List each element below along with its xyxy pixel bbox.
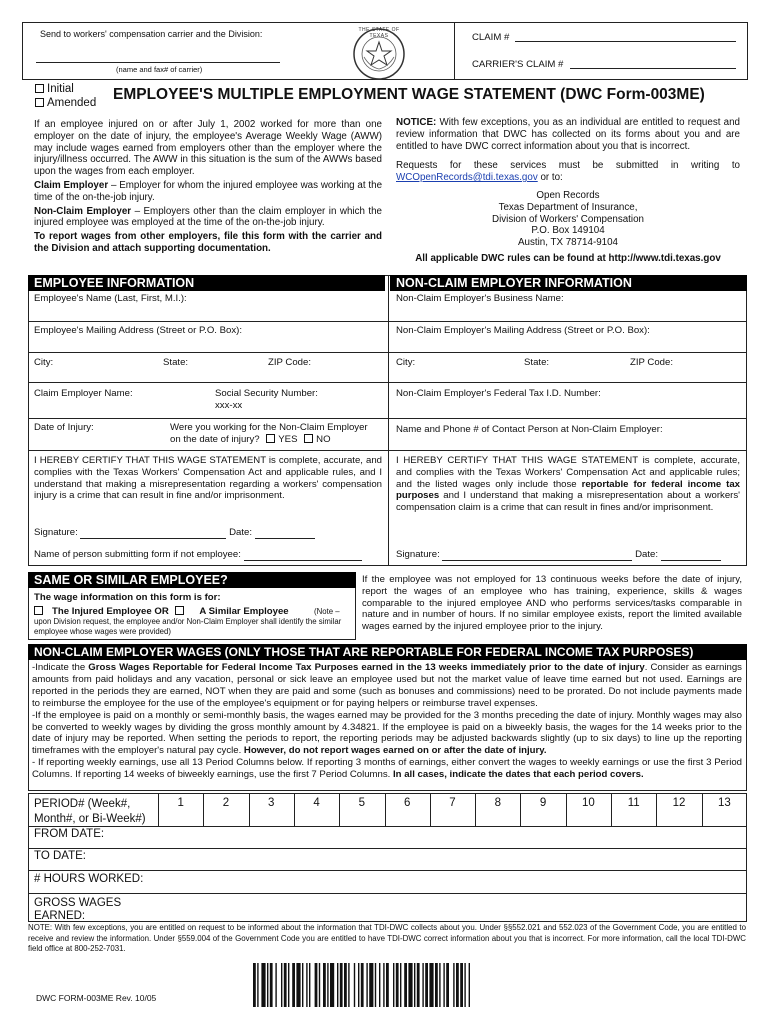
non-claim-date-field[interactable]: [661, 560, 721, 561]
table-row-line: [28, 870, 747, 871]
period-number-8: 8: [494, 797, 501, 809]
barcode-bar: [270, 963, 273, 1007]
employee-date-label: Date:: [229, 527, 253, 538]
yes-checkbox[interactable]: [266, 434, 275, 443]
employee-name-field[interactable]: Employee's Name (Last, First, M.I.):: [34, 293, 187, 304]
wages-p2-a: -If the employee is paid on a monthly or semi-monthly basis, the wages earned may be provided for the 3 months preceding the date of injury. Monthly wages may also be converted to weekly wages by dividing the gross monthly amount by 4.34821. If the employee is paid on a biweekly basis, the wages for the 14 weeks prior to the date of injury may be reported. When setting the periods to report, the reporting periods may be adjusted backwards slightly (up to six days) to line up the reporting timeframes with the employer's natural pay cycle.: [32, 709, 742, 757]
barcode-bar: [323, 963, 326, 1007]
period-number-11: 11: [627, 797, 640, 809]
barcode-bar: [435, 963, 438, 1007]
employee-date-field[interactable]: [255, 538, 315, 539]
barcode-bar: [429, 963, 433, 1007]
non-claim-signature-label: Signature:: [396, 549, 440, 560]
barcode-bar: [253, 963, 256, 1007]
non-claim-definition: [34, 206, 382, 230]
barcode-bar: [267, 963, 268, 1007]
initial-option[interactable]: [35, 83, 74, 97]
row-line: [28, 321, 747, 322]
yes-label: YES: [278, 434, 298, 445]
row-line: [28, 382, 747, 383]
employee-certification: I HEREBY CERTIFY THAT THIS WAGE STATEMENT is complete, accurate, and complies with the Texas Workers' Compensation Act and applicable rules, and I understand that making a misrepresentation regarding a workers' compensation injury is a crime that can result in fine and/or imprisonment.: [34, 455, 382, 502]
employee-signature-row: [34, 527, 315, 539]
non-claim-term: Non-Claim Employer: [34, 205, 132, 217]
requests-text: Requests for these services must be submitted in writing to: [396, 160, 740, 172]
barcode-bar: [261, 963, 265, 1007]
barcode-bar: [375, 963, 376, 1007]
barcode-bar: [348, 963, 349, 1007]
barcode-bar: [315, 963, 318, 1007]
barcode-bar: [369, 963, 373, 1007]
similar-note: (Note – upon Division request, the employee and/or Non-Claim Employer shall identify the similar employee whose wages were provided): [34, 607, 342, 636]
non-claim-address-field[interactable]: Non-Claim Employer's Mailing Address (Street or P.O. Box):: [396, 325, 650, 336]
period-number-12: 12: [672, 797, 686, 809]
barcode-bar: [306, 963, 307, 1007]
barcode-bar: [439, 963, 440, 1007]
table-row-line: [28, 893, 747, 894]
notice-text: [396, 117, 740, 152]
non-claim-signature-row: [396, 549, 721, 561]
non-claim-city-field[interactable]: City:: [396, 357, 416, 368]
notice-label: NOTICE:: [396, 117, 437, 128]
non-claim-cert-a: I HEREBY CERTIFY THAT THIS WAGE STATEMENT is complete, accurate, and complies with the Texas Workers' Compensation Act and applicable rules; and the listed wages only include those: [396, 455, 740, 490]
claim-label: CLAIM #: [472, 32, 510, 43]
form-id: DWC FORM-003ME Rev. 10/05: [36, 993, 157, 1003]
email-line: [396, 172, 740, 184]
claim-number-field[interactable]: [515, 41, 736, 42]
non-claim-tax-id-field[interactable]: Non-Claim Employer's Federal Tax I.D. Number:: [396, 388, 601, 399]
non-claim-cert-bold: reportable for federal income tax purposes: [396, 478, 741, 502]
barcode-bar: [386, 963, 389, 1007]
date-of-injury-field[interactable]: Date of Injury:: [34, 422, 94, 433]
wages-para-2: [32, 710, 742, 758]
barcode-bar: [275, 963, 276, 1007]
wages-instructions: [32, 662, 742, 781]
barcode-bar: [344, 963, 347, 1007]
period-number-9: 9: [539, 797, 547, 809]
amended-checkbox[interactable]: [35, 98, 44, 107]
carriers-claim-field[interactable]: [570, 68, 736, 69]
barcode-bar: [319, 963, 320, 1007]
period-number-5: 5: [358, 797, 366, 809]
info-center-divider: [388, 275, 389, 566]
wages-heading: NON-CLAIM EMPLOYER WAGES (ONLY THOSE THAT ARE REPORTABLE FOR FEDERAL INCOME TAX PURPOSES): [28, 644, 747, 660]
send-to-label: Send to workers' compensation carrier and the Division:: [40, 29, 263, 39]
barcode-bar: [330, 963, 334, 1007]
row-line: [28, 418, 747, 419]
barcode-bar: [288, 963, 289, 1007]
barcode-bar: [383, 963, 384, 1007]
non-claim-info-heading: NON-CLAIM EMPLOYER INFORMATION: [390, 275, 747, 291]
similar-explanation: If the employee was not employed for 13 continuous weeks before the date of injury, report the wages of an employee who has training, experience, skills & wages comparable to the injured employee AND who performs services/tasks comparable in nature and in number of hours. If no similar employee exists, report the limited available wages earned by the injured employee prior to the injury.: [362, 574, 742, 633]
wages-p3-bold: In all cases, indicate the dates that each period covers.: [393, 769, 644, 781]
period-number-6: 6: [403, 797, 411, 809]
filing-instruction: To report wages from other employers, file this form with the carrier and the Division and attach supporting documentation.: [34, 231, 382, 254]
amended-option[interactable]: [35, 97, 96, 111]
employee-signature-label: Signature:: [34, 527, 78, 538]
barcode: [253, 963, 543, 1007]
to-date-label: TO DATE:: [34, 850, 86, 862]
intro-paragraph: If an employee injured on or after July 1, 2002 worked for more than one employer on the date of injury, the employee's Average Weekly Wage (AWW) may include wages earned from employers other than the employer where the injury/illness occurred. The AWW in this situation is the sum of the AWWs based upon the wages from each employer.: [34, 119, 382, 178]
similar-employee-label: A Similar Employee: [199, 606, 289, 617]
carriers-claim-label: CARRIER'S CLAIM #: [472, 59, 564, 70]
table-row-line: [28, 848, 747, 849]
period-number-13: 13: [717, 797, 731, 809]
wages-para-1: [32, 662, 742, 710]
page-title: EMPLOYEE'S MULTIPLE EMPLOYMENT WAGE STATEMENT (DWC Form-003ME): [113, 86, 705, 103]
period-label: PERIOD# (Week#, Month#, or Bi-Week#): [34, 798, 146, 825]
carrier-caption: (name and fax# of carrier): [116, 65, 203, 74]
submitter-label: Name of person submitting form if not employee:: [34, 549, 241, 560]
ssn-label: Social Security Number:: [215, 388, 318, 399]
employee-zip-field[interactable]: ZIP Code:: [268, 357, 312, 368]
non-claim-date-label: Date:: [635, 549, 659, 560]
working-question-line2: [170, 434, 331, 446]
period-number-2: 2: [222, 797, 230, 809]
wages-p1-a: -Indicate the: [32, 662, 89, 673]
wages-p3-a: - If reporting weekly earnings, use all 13 Period Columns below. If reporting 3 months of earnings, either convert the wages to weekly earnings or use the first 3 Period Columns. If reporting 14 weeks of biweekly earnings, use the first 7 Period Columns.: [32, 757, 742, 781]
address-line-1: Open Records: [536, 189, 600, 201]
barcode-bar: [296, 963, 300, 1007]
non-claim-business-name-field[interactable]: Non-Claim Employer's Business Name:: [396, 293, 564, 304]
employee-state-field[interactable]: State:: [163, 357, 189, 368]
claim-employer-term: Claim Employer: [34, 179, 109, 191]
notice-body: With few exceptions, you as an individual are entitled to request and review information that DWC has collected on its forms about you and are entitled to have DWC correct information about you that is incorrect.: [396, 117, 740, 152]
ssn-value[interactable]: xxx-xx: [215, 400, 243, 411]
barcode-bar: [404, 963, 407, 1007]
submitter-field[interactable]: [244, 560, 362, 561]
claim-employer-definition: [34, 180, 382, 204]
barcode-bar: [281, 963, 282, 1007]
barcode-bar: [396, 963, 399, 1007]
barcode-bar: [379, 963, 380, 1007]
non-claim-zip-field[interactable]: ZIP Code:: [630, 357, 674, 368]
table-row-line: [28, 826, 747, 827]
non-claim-signature-field[interactable]: [442, 560, 632, 561]
wages-p2-bold: However, do not report wages earned on or after the date of injury.: [243, 745, 547, 757]
barcode-bar: [284, 963, 287, 1007]
amended-label: Amended: [47, 97, 97, 109]
wages-p1-b: . Consider as earnings amounts from paid holidays and any vacation, personal or sick leave an employee used but not the market value of leave time earned but not used. Earnings are reported in the periods they are earned, NOT when they are paid and some (such as bonuses and commissions) need to be prorated. Do not include payments made to reimburse the employee for the use of the employee's equipment or for paying helpers or reimburse travel expenses.: [32, 662, 742, 709]
privacy-note: NOTE: With few exceptions, you are entitled on request to be informed about the information that TDI-DWC collects about you. Under §§552.021 and 552.023 of the Government Code, you are entitled to receive and review the information. Under §559.004 of the Government Code you are entitled to have TDI-DWC correct information about you that is incorrect. For more information, call the local TDI-DWC field office at 800-252-7031.: [28, 923, 746, 954]
claim-employer-def: – Employer for whom the injured employee was working at the time of the on-the-job injury.: [34, 179, 383, 203]
barcode-bar: [469, 963, 470, 1007]
gross-wages-label: GROSS WAGES EARNED:: [34, 897, 122, 922]
barcode-bar: [302, 963, 303, 1007]
non-claim-def: – Employers other than the claim employer in which the injured employee was employed at the time of the on-the-job injury.: [34, 205, 383, 229]
address-line-5: Austin, TX 78714-9104: [517, 237, 619, 249]
barcode-bar: [361, 963, 364, 1007]
barcode-bar: [309, 963, 310, 1007]
barcode-bar: [337, 963, 338, 1007]
claim-employer-name-field[interactable]: Claim Employer Name:: [34, 388, 133, 399]
wages-para-3: [32, 757, 742, 781]
working-question: Were you working for the Non-Claim Employer: [170, 422, 368, 433]
submitter-row: [34, 549, 362, 561]
intro-text: [34, 119, 382, 255]
barcode-bar: [417, 963, 420, 1007]
wages-p1-bold: Gross Wages Reportable for Federal Income Tax Purposes earned in the 13 weeks immediately prior to the date of injury: [88, 662, 645, 673]
no-label: NO: [316, 434, 331, 445]
initial-label: Initial: [47, 83, 74, 95]
from-date-label: FROM DATE:: [34, 828, 105, 840]
barcode-bar: [453, 963, 454, 1007]
open-records-email-link[interactable]: WCOpenRecords@tdi.texas.gov: [396, 172, 538, 184]
barcode-bar: [422, 963, 423, 1007]
non-claim-state-field[interactable]: State:: [524, 357, 550, 368]
period-number-3: 3: [268, 797, 275, 809]
barcode-bar: [340, 963, 343, 1007]
address-line-4: P.O. Box 149104: [531, 225, 605, 237]
wage-for-label: The wage information on this form is for:: [34, 592, 221, 603]
employee-address-field[interactable]: Employee's Mailing Address (Street or P.O. Box):: [34, 325, 243, 336]
barcode-bar: [460, 963, 463, 1007]
mailing-address: [396, 190, 740, 249]
period-number-10: 10: [582, 797, 595, 809]
same-similar-heading: SAME OR SIMILAR EMPLOYEE?: [28, 572, 356, 588]
barcode-bar: [257, 963, 258, 1007]
non-claim-cert-b: and I understand that making a misrepresentation about a workers' compensation claim is a crime that can result in fines and/or imprisonment.: [396, 490, 740, 514]
address-line-2: Texas Department of Insurance,: [498, 201, 638, 213]
barcode-bar: [327, 963, 328, 1007]
hours-worked-label: # HOURS WORKED:: [34, 873, 144, 885]
period-number-7: 7: [449, 797, 456, 809]
barcode-bar: [456, 963, 459, 1007]
working-question-text: on the date of injury?: [170, 434, 260, 445]
barcode-bar: [443, 963, 444, 1007]
employee-info-heading: EMPLOYEE INFORMATION: [28, 275, 385, 291]
barcode-bar: [408, 963, 412, 1007]
injured-employee-label: The Injured Employee OR: [52, 606, 169, 617]
barcode-bar: [358, 963, 359, 1007]
row-line: [28, 450, 747, 451]
rules-link-text[interactable]: All applicable DWC rules can be found at http://www.tdi.texas.gov: [415, 252, 721, 264]
row-line: [28, 352, 747, 353]
carrier-name-line[interactable]: [36, 62, 280, 63]
barcode-bar: [393, 963, 394, 1007]
non-claim-certification: [396, 455, 740, 514]
email-suffix: or to:: [537, 172, 563, 184]
notice-block: [396, 117, 740, 265]
barcode-bar: [414, 963, 415, 1007]
barcode-bar: [400, 963, 401, 1007]
address-line-3: Division of Workers' Compensation: [492, 213, 644, 225]
barcode-bar: [366, 963, 367, 1007]
barcode-bar: [425, 963, 428, 1007]
no-checkbox[interactable]: [304, 434, 313, 443]
barcode-bar: [292, 963, 295, 1007]
header-divider: [454, 22, 455, 80]
barcode-bar: [446, 963, 449, 1007]
employee-city-field[interactable]: City:: [34, 357, 54, 368]
seal-text: THE STATE OF TEXAS: [358, 27, 400, 39]
employee-signature-field[interactable]: [80, 538, 226, 539]
barcode-bar: [464, 963, 465, 1007]
period-number-4: 4: [313, 797, 320, 809]
initial-checkbox[interactable]: [35, 84, 44, 93]
barcode-bar: [354, 963, 355, 1007]
non-claim-contact-field[interactable]: Name and Phone # of Contact Person at Non-Claim Employer:: [396, 424, 663, 435]
period-number-1: 1: [177, 797, 184, 809]
